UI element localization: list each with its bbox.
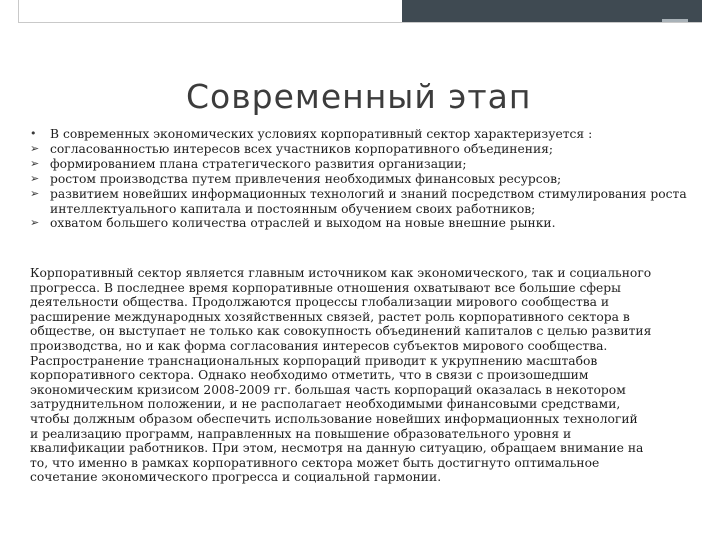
paragraph-line: корпоративного сектора. Однако необходимо отметить, что в связи с произошедшим [30,368,589,383]
arrow-bullet-icon: ➢ [30,171,40,185]
body-paragraph [30,266,706,485]
paragraph-line: то, что именно в рамках корпоративного сектора может быть достигнуто оптимальное [30,455,600,470]
paragraph-line: чтобы должным образом обеспечить использование новейших информационных технологий [30,411,638,426]
paragraph-line: квалификации работников. При этом, несмотря на данную ситуацию, обращаем внимание на [30,441,644,456]
bullet-text: В современных экономических условиях корпоративный сектор характеризуется : [50,127,593,141]
paragraph-line: Корпоративный сектор является главным источником как экономического, так и социального [30,266,652,280]
paragraph-line: деятельности общества. Продолжаются процессы глобализации мирового сообщества и [30,295,610,310]
accent-dash [662,19,688,22]
paragraph-line: обществе, он выступает не только как совокупность объединений капиталов с целью развития [30,324,652,339]
bullet-text: охватом большего количества отраслей и выходом на новые внешние рынки. [50,216,556,231]
paragraph-line: затруднительном положении, и не располагает необходимыми финансовыми средствами, [30,397,621,412]
bullet-text: ростом производства путем привлечения необходимых финансовых ресурсов; [50,171,562,186]
arrow-bullet-icon: ➢ [30,216,40,230]
header-accent-block [402,0,702,22]
arrow-bullet-icon: ➢ [30,186,40,200]
bullet-item [30,127,706,142]
paragraph-line: производства, но и как форма согласования интересов субъектов мирового сообщества. [30,338,608,353]
bullet-marker-icon: • [30,127,37,140]
paragraph-line: сочетание экономического прогресса и социальной гармонии. [30,470,442,485]
paragraph-line: расширение международных хозяйственных связей, растет роль корпоративного сектора в [30,309,630,324]
paragraph-line: экономическим кризисом 2008-2009 гг. большая часть корпораций оказалась в некотором [30,382,626,397]
bullet-item [30,172,706,187]
paragraph-line: прогресса. В последнее время корпоративные отношения охватывают все большие сферы [30,280,621,295]
slide-header-bar [0,0,720,30]
bullet-item [30,142,706,157]
bullet-text: формированием плана стратегического развития организации; [50,156,467,171]
bullet-item [30,216,706,231]
paragraph-line: и реализацию программ, направленных на повышение образовательного уровня и [30,426,572,441]
arrow-bullet-icon: ➢ [30,141,40,155]
bullet-item [30,187,706,217]
paragraph-line: Распространение транснациональных корпораций приводит к укрупнению масштабов [30,353,598,368]
bullet-list [30,127,706,231]
bullet-text: согласованностью интересов всех участников корпоративного объединения; [50,141,554,156]
bullet-item [30,157,706,172]
arrow-bullet-icon: ➢ [30,156,40,170]
bullet-text: развитием новейших информационных технологий и знаний посредством стимулирования роста интеллектуального капитала и постоянным обучением своих работников; [50,186,687,216]
slide-title: Современный этап [186,77,532,116]
